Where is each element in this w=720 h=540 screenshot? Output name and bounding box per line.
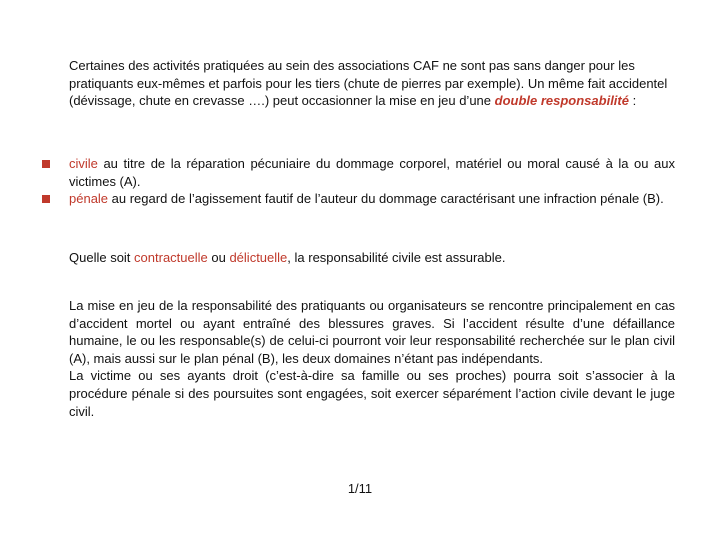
square-bullet-icon	[42, 160, 50, 168]
intro-suffix: :	[628, 93, 637, 109]
liability-text-1: La mise en jeu de la responsabilité des pratiquants ou organisateurs se rencontre principalement en cas d’accident mortel ou ayant entraîné des blessures graves. Si l’accident résulte d’une défaillance humaine, le ou les responsable(s) de celui-ci pourront voir leur responsabilité recherchée sur le plan civil (A), mais aussi sur le plan pénal (B), les deux domaines n’étant pas indépendants.	[69, 298, 675, 366]
tortious-term: délictuelle	[229, 250, 288, 265]
list-item	[69, 155, 675, 190]
responsibility-list	[69, 155, 675, 208]
penal-keyword: pénale	[69, 191, 109, 207]
insurable-connector: ou	[207, 250, 230, 265]
civil-keyword: civile	[69, 156, 98, 171]
liability-text-2: La victime ou ses ayants droit (c’est-à-dire sa famille ou ses proches) pourra soit s’associer à la procédure pénale si des poursuites sont engagées, soit exercer séparément l’action civile devant le juge civil.	[69, 368, 675, 419]
insurable-prefix: Quelle soit	[69, 250, 135, 265]
insurable-suffix: , la responsabilité civile est assurable.	[287, 250, 506, 265]
insurable-paragraph	[69, 249, 675, 267]
contractual-term: contractuelle	[134, 250, 208, 265]
page-number: 1/11	[347, 481, 373, 496]
penal-description: au regard de l’agissement fautif de l’auteur du dommage caractérisant une infraction pénale (B).	[108, 191, 664, 207]
square-bullet-icon	[42, 195, 50, 203]
list-item	[69, 190, 675, 208]
double-responsibility-emphasis: double responsabilité	[494, 93, 629, 109]
intro-text: Certaines des activités pratiquées au sein des associations CAF ne sont pas sans danger pour les pratiquants eux-mêmes et parfois pour les tiers (chute de pierres par exemple). Un même fait accidentel (dévissage, chute en crevasse ….) peut occasionner la mise en jeu d’une	[69, 58, 668, 109]
liability-paragraph	[69, 297, 675, 420]
intro-paragraph	[69, 57, 675, 110]
civil-description: au titre de la réparation pécuniaire du dommage corporel, matériel ou moral causé à la ou aux victimes (A).	[69, 156, 675, 189]
